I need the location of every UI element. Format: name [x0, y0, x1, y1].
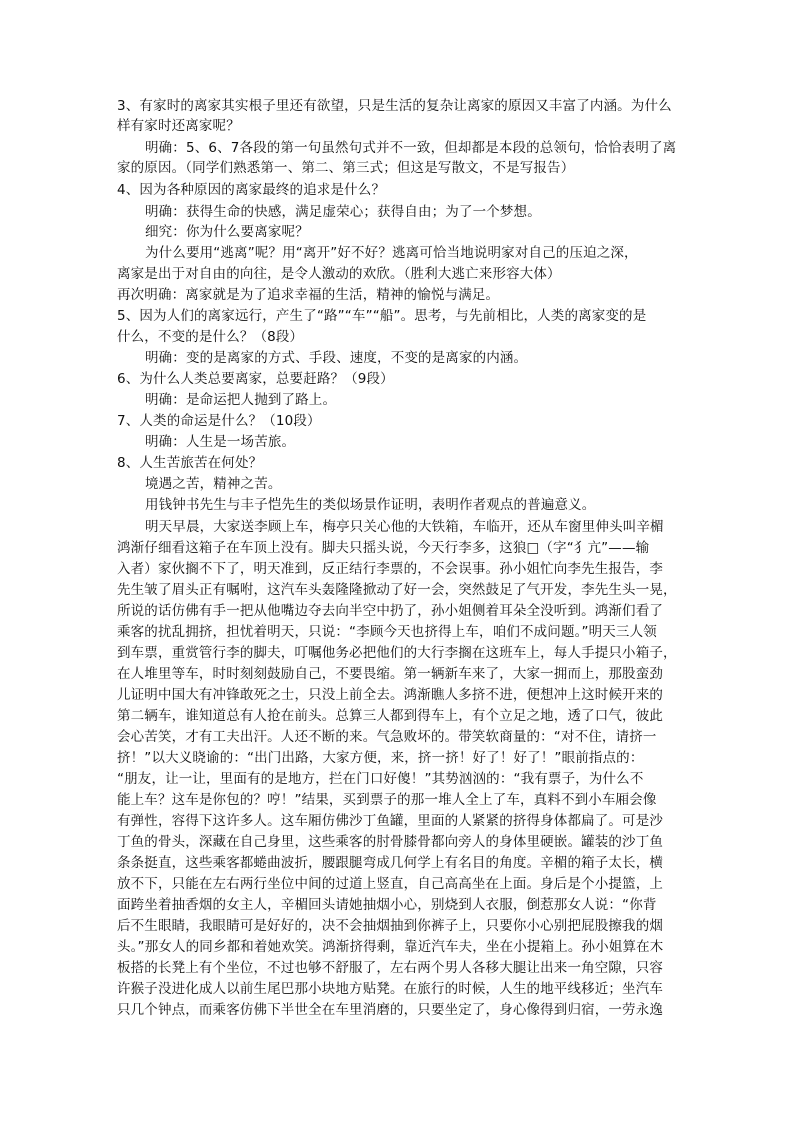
text-line: 3、有家时的离家其实根子里还有欲望，只是生活的复杂让离家的原因又丰富了内涵。为什么	[117, 98, 672, 114]
text-line: 明确：人生是一场苦旅。	[145, 434, 296, 450]
text-line: 会心苦笑，才有工夫出汗。人还不断的来。气急败坏的。带笑软商量的：“对不住，请挤一	[117, 729, 657, 745]
text-line: 儿证明中国大有冲锋敢死之士，只没上前全去。鸿渐瞧人多挤不进，便想冲上这时候开来的	[117, 687, 663, 703]
text-line: 到车票，重赏管行李的脚夫，叮嘱他务必把他们的大行李搁在这班车上，每人手提只小箱子，	[117, 645, 677, 661]
text-line: 面跨坐着抽香烟的女主人，辛楣回头请她抽烟小心，别烧到人衣服，倒惹那女人说：“你背	[117, 897, 657, 913]
text-line: 只几个钟点，而乘客仿佛下半世全在车里消磨的，只要坐定了，身心像得到归宿，一劳永逸	[117, 1002, 663, 1018]
text-line: 有弹性，容得下这许多人。这车厢仿佛沙丁鱼罐，里面的人紧紧的挤得身体都扁了。可是沙	[117, 813, 663, 829]
text-line: 境遇之苦，精神之苦。	[145, 476, 282, 492]
text-line: 后不生眼睛，我眼睛可是好好的，决不会抽烟抽到你裤子上，只要你小心别把屁股擦我的烟	[117, 918, 663, 934]
text-line: 鸿渐仔细看这箱子在车顶上没有。脚夫只摇头说，今天行李多，这狼□（字“犭亢”——输	[117, 540, 650, 556]
text-line: 细究：你为什么要离家呢？	[145, 224, 309, 240]
text-line: 放不下，只能在左右两行坐位中间的过道上竖直，自己高高坐在上面。身后是个小提篮，上	[117, 876, 663, 892]
text-line: 板搭的长凳上有个坐位，不过也够不舒服了，左右两个男人各移大腿让出来一角空隙，只容	[117, 960, 663, 976]
text-line: 明确：是命运把人抛到了路上。	[145, 392, 337, 408]
text-line: 在人堆里等车，时时刻刻鼓励自己，不要畏缩。第一辆新车来了，大家一拥而上，那股蛮劲	[117, 666, 663, 682]
text-line: 家的原因。（同学们熟悉第一、第二、第三式；但这是写散文，不是写报告）	[117, 160, 575, 176]
text-line: 再次明确：离家就是为了追求幸福的生活，精神的愉悦与满足。	[117, 287, 500, 303]
text-line: 挤！”以大义晓谕的：“出门出路，大家方便，来，挤一挤！好了！好了！”眼前指点的：	[117, 750, 644, 766]
text-line: 许猴子没进化成人以前生尾巴那小块地方贴凳。在旅行的时候，人生的地平线移近；坐汽车	[117, 981, 663, 997]
text-line: 第二辆车，谁知道总有人抢在前头。总算三人都到得车上，有个立足之地，透了口气，彼此	[117, 708, 663, 724]
text-line: 明确：获得生命的快感，满足虚荣心；获得自由；为了一个梦想。	[145, 204, 541, 220]
text-line: 什么，不变的是什么？（8段）	[117, 329, 304, 345]
text-line: 明确：5、6、7各段的第一句虽然句式并不一致，但却都是本段的总领句，恰恰表明了离	[145, 140, 677, 156]
text-line: 7、人类的命运是什么？（10段）	[117, 413, 321, 429]
text-line: 样有家时还离家呢？	[117, 118, 240, 134]
text-line: 丁鱼的骨头，深藏在自己身里，这些乘客的肘骨膝骨都向旁人的身体里硬嵌。罐装的沙丁鱼	[117, 834, 663, 850]
text-line: 入者）家伙搁不下了，明天准到，反正结行李票的，不会误事。孙小姐忙向李先生报告，李	[117, 561, 663, 577]
text-line: 所说的话仿佛有手一把从他嘴边夺去向半空中扔了，孙小姐侧着耳朵全没听到。鸿渐们看了	[117, 603, 663, 619]
text-line: 条条挺直，这些乘客都蜷曲波折，腰跟腿弯成几何学上有名目的角度。辛楣的箱子太长，横	[117, 855, 663, 871]
text-line: 乘客的扰乱拥挤，担忧着明天，只说：“李顾今天也挤得上车，咱们不成问题。”明天三人领	[117, 624, 657, 640]
text-line: 头。”那女人的同乡都和着她欢笑。鸿渐挤得剩，靠近汽车夫，坐在小提箱上。孙小姐算在木	[117, 939, 664, 955]
text-line: 能上车？这车是你包的？哼！”结果，买到票子的那一堆人全上了车，真料不到小车厢会像	[117, 792, 657, 808]
text-line: 离家是出于对自由的向往，是令人激动的欢欣。（胜利大逃亡来形容大体）	[117, 266, 561, 282]
text-line: 6、为什么人类总要离家，总要赶路？（9段）	[117, 371, 394, 387]
text-line: 5、因为人们的离家远行，产生了“路”“车”“船”。思考，与先前相比，人类的离家变的是	[117, 308, 647, 324]
text-line: 4、因为各种原因的离家最终的追求是什么？	[117, 182, 386, 198]
text-line: 8、人生苦旅苦在何处？	[117, 455, 263, 471]
text-line: 明天早晨，大家送李顾上车，梅亭只关心他的大铁箱，车临开，还从车窗里伸头叫辛楣	[145, 519, 664, 535]
text-line: 先生皱了眉头正有嘱咐，这汽车头轰隆隆掀动了好一会，突然鼓足了气开发，李先生头一晃，	[117, 582, 677, 598]
text-line: 用钱钟书先生与丰子恺先生的类似场景作证明，表明作者观点的普遍意义。	[145, 497, 596, 513]
text-line: 为什么要用“逃离”呢？用“离开”好不好？逃离可恰当地说明家对自己的压迫之深，	[145, 245, 638, 261]
text-line: “朋友，让一让，里面有的是地方，拦在门口好傻！”其势汹汹的：“我有票子，为什么不	[117, 771, 644, 787]
text-line: 明确：变的是离家的方式、手段、速度，不变的是离家的内涵。	[145, 350, 528, 366]
